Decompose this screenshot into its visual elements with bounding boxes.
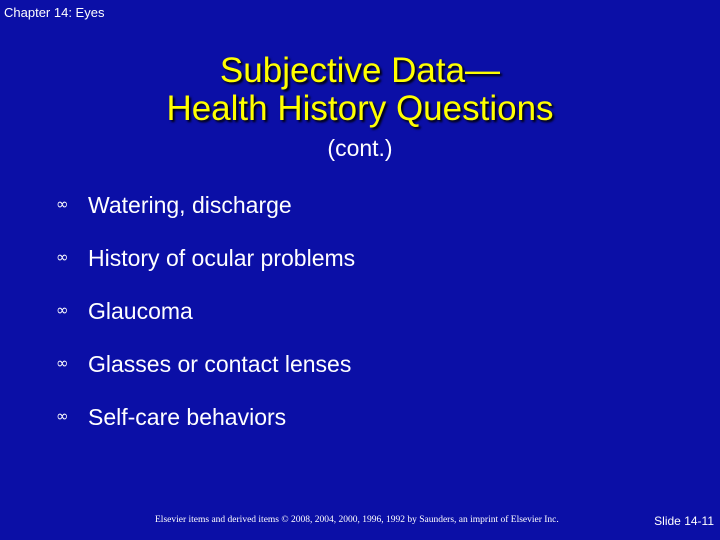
slide-title — [0, 52, 720, 128]
bullet-text: History of ocular problems — [88, 244, 356, 271]
slide-number: Slide 14-11 — [654, 514, 714, 528]
infinity-bullet-icon: ∞ — [56, 354, 69, 372]
bullet-list — [56, 178, 355, 443]
bullet-text: Self-care behaviors — [88, 403, 287, 430]
infinity-bullet-icon: ∞ — [56, 301, 69, 319]
copyright-notice: Elsevier items and derived items © 2008, 2004, 2000, 1996, 1992 by Saunders, an imprint of Elsevier Inc. — [155, 515, 559, 525]
infinity-bullet-icon: ∞ — [56, 407, 69, 425]
bullet-item — [56, 284, 355, 337]
bullet-item — [56, 337, 355, 390]
infinity-bullet-icon: ∞ — [56, 248, 69, 266]
title-line-1: Subjective Data— — [219, 51, 501, 90]
bullet-item — [56, 231, 355, 284]
infinity-bullet-icon: ∞ — [56, 195, 69, 213]
slide-subtitle: (cont.) — [327, 135, 393, 161]
bullet-item — [56, 178, 355, 231]
chapter-label: Chapter 14: Eyes — [4, 5, 105, 20]
bullet-text: Glaucoma — [88, 297, 193, 324]
bullet-text: Glasses or contact lenses — [88, 350, 352, 377]
bullet-text: Watering, discharge — [88, 191, 292, 218]
bullet-item — [56, 390, 355, 443]
title-line-2: Health History Questions — [166, 89, 554, 128]
